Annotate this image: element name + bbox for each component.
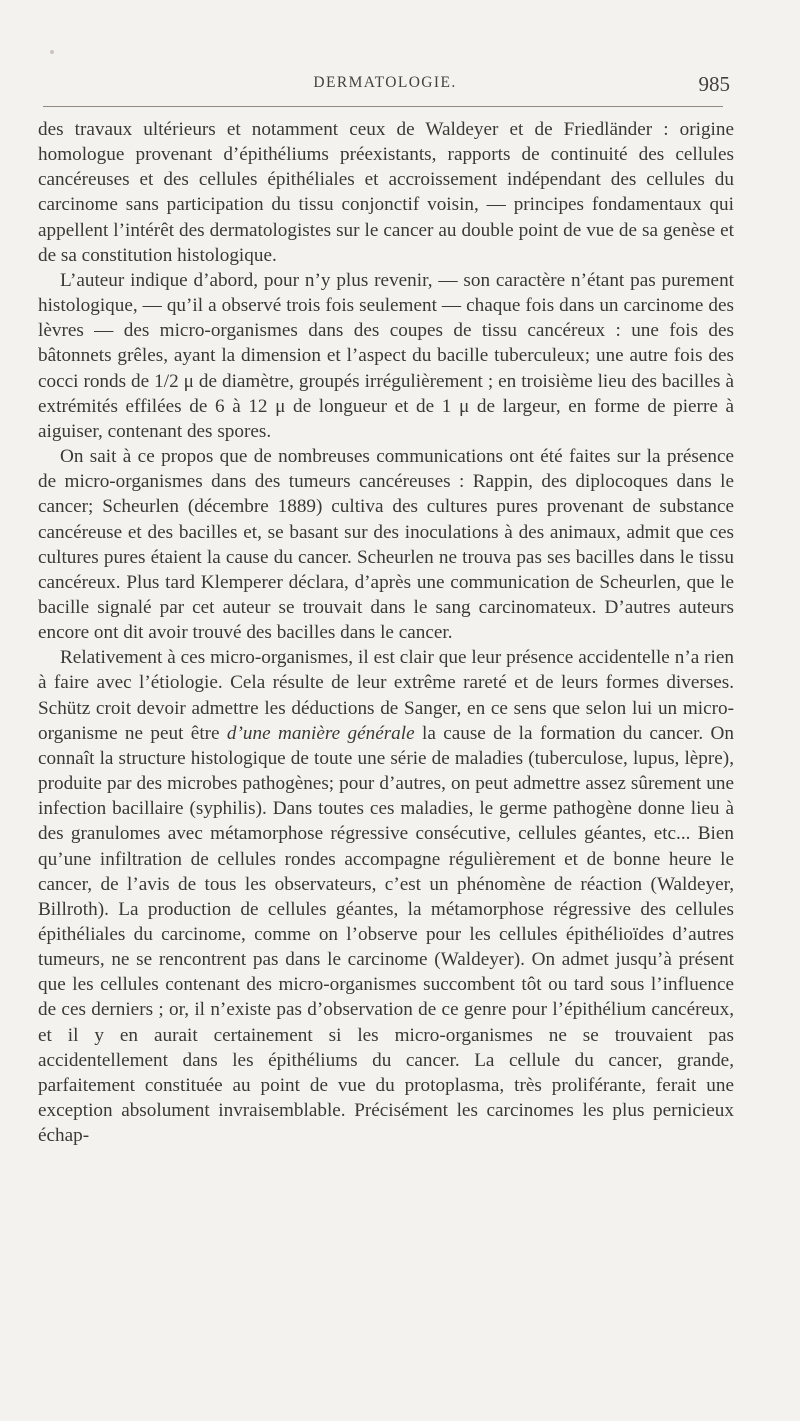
paragraph [38, 117, 734, 268]
running-head [40, 72, 730, 96]
header-rule [43, 106, 723, 107]
paragraph-text: On sait à ce propos que de nombreuses communications ont été faites sur la présence de micro-organismes dans des tumeurs cancéreuses : Rappin, des diplocoques dans le cancer; Scheurlen (décembre 1889) cultiva des cultures pures provenant de substance cancéreuse et des bacilles et, se basant sur des inoculations à des animaux, admit que ces cultures pures étaient la cause du cancer. Scheurlen ne trouva pas ses bacilles dans le tissu cancéreux. Plus tard Klemperer déclara, d’après une communication de Scheurlen, que le bacille signalé par cet auteur se trouvait dans le sang carcinomateux. D’autres auteurs encore ont dit avoir trouvé des bacilles dans le cancer. [38, 446, 734, 644]
paragraph-text: Relativement à ces micro-organismes, il est clair que leur présence accidentelle n’a rien à faire avec l’étiologie. Cela résulte de leur extrême rareté et de leurs formes diverses. Schütz croit devoir admettre les déductions de Sanger, en ce sens que selon lui un micro-organisme ne peut être [38, 647, 734, 744]
page-number: 985 [698, 72, 730, 96]
paragraph-text: la cause de la formation du cancer. On connaît la structure histologique de toute une série de maladies (tuberculose, lupus, lèpre), produite par des microbes pathogènes; pour d’autres, on peut admettre assez sûrement une infection bacillaire (syphilis). Dans toutes ces maladies, le germe pathogène donne lieu à des granulomes avec métamorphose régressive consécutive, cellules géantes, etc... Bien qu’une infiltration de cellules rondes accompagne régulièrement et de bonne heure le cancer, de l’avis de tous les observateurs, c’est un phénomène de réaction (Waldeyer, Billroth). La production de cellules géantes, la métamorphose régressive des cellules épithéliales du carcinome, comme on l’observe pour les cellules épithélioïdes d’autres tumeurs, ne se rencontrent pas dans le carcinome (Waldeyer). On admet jusqu’à présent que les cellules contenant des micro-organismes succombent tôt ou tard sous l’influence de ces derniers ; or, il n’existe pas d’observation de ce genre pour l’épithélium cancéreux, et il y en aurait certainement si les micro-organismes ne se trouvaient pas accidentellement dans les épithéliums du cancer. La cellule du cancer, grande, parfaitement constituée au point de vue du protoplasma, très proliférante, ferait une exception absolument invraisemblable. Précisément les carcinomes les plus pernicieux échap- [38, 722, 734, 1147]
paragraph-text: L’auteur indique d’abord, pour n’y plus revenir, — son caractère n’étant pas purement histologique, — qu’il a observé trois fois seulement — chaque fois dans un carcinome des lèvres — des micro-organismes dans des coupes de tissu cancéreux : une fois des bâtonnets grêles, ayant la dimension et l’aspect du bacille tuberculeux; une autre fois des cocci ronds de 1/2 μ de diamètre, groupés irrégulièrement ; en troisième lieu des bacilles à extrémités effilées de 6 à 12 μ de longueur et de 1 μ de largeur, en forme de pierre à aiguiser, contenant des spores. [38, 269, 734, 442]
body-text [38, 117, 734, 1148]
paragraph-text: des travaux ultérieurs et notamment ceux de Waldeyer et de Friedländer : origine homologue provenant d’épithéliums préexistants, rapports de continuité des cellules cancéreuses et des cellules épithéliales et accroissement indépendant des cellules du carcinome sans participation du tissu conjonctif voisin, — principes fondamentaux qui appellent l’intérêt des dermatologistes sur le cancer au double point de vue de sa genèse et de sa constitution histologique. [38, 119, 734, 266]
paragraph [38, 645, 734, 1148]
italic-phrase: d’une manière générale [226, 722, 415, 744]
paragraph [38, 268, 734, 444]
paper-speck [50, 50, 54, 54]
running-title: DERMATOLOGIE. [313, 74, 457, 91]
paragraph [38, 444, 734, 645]
